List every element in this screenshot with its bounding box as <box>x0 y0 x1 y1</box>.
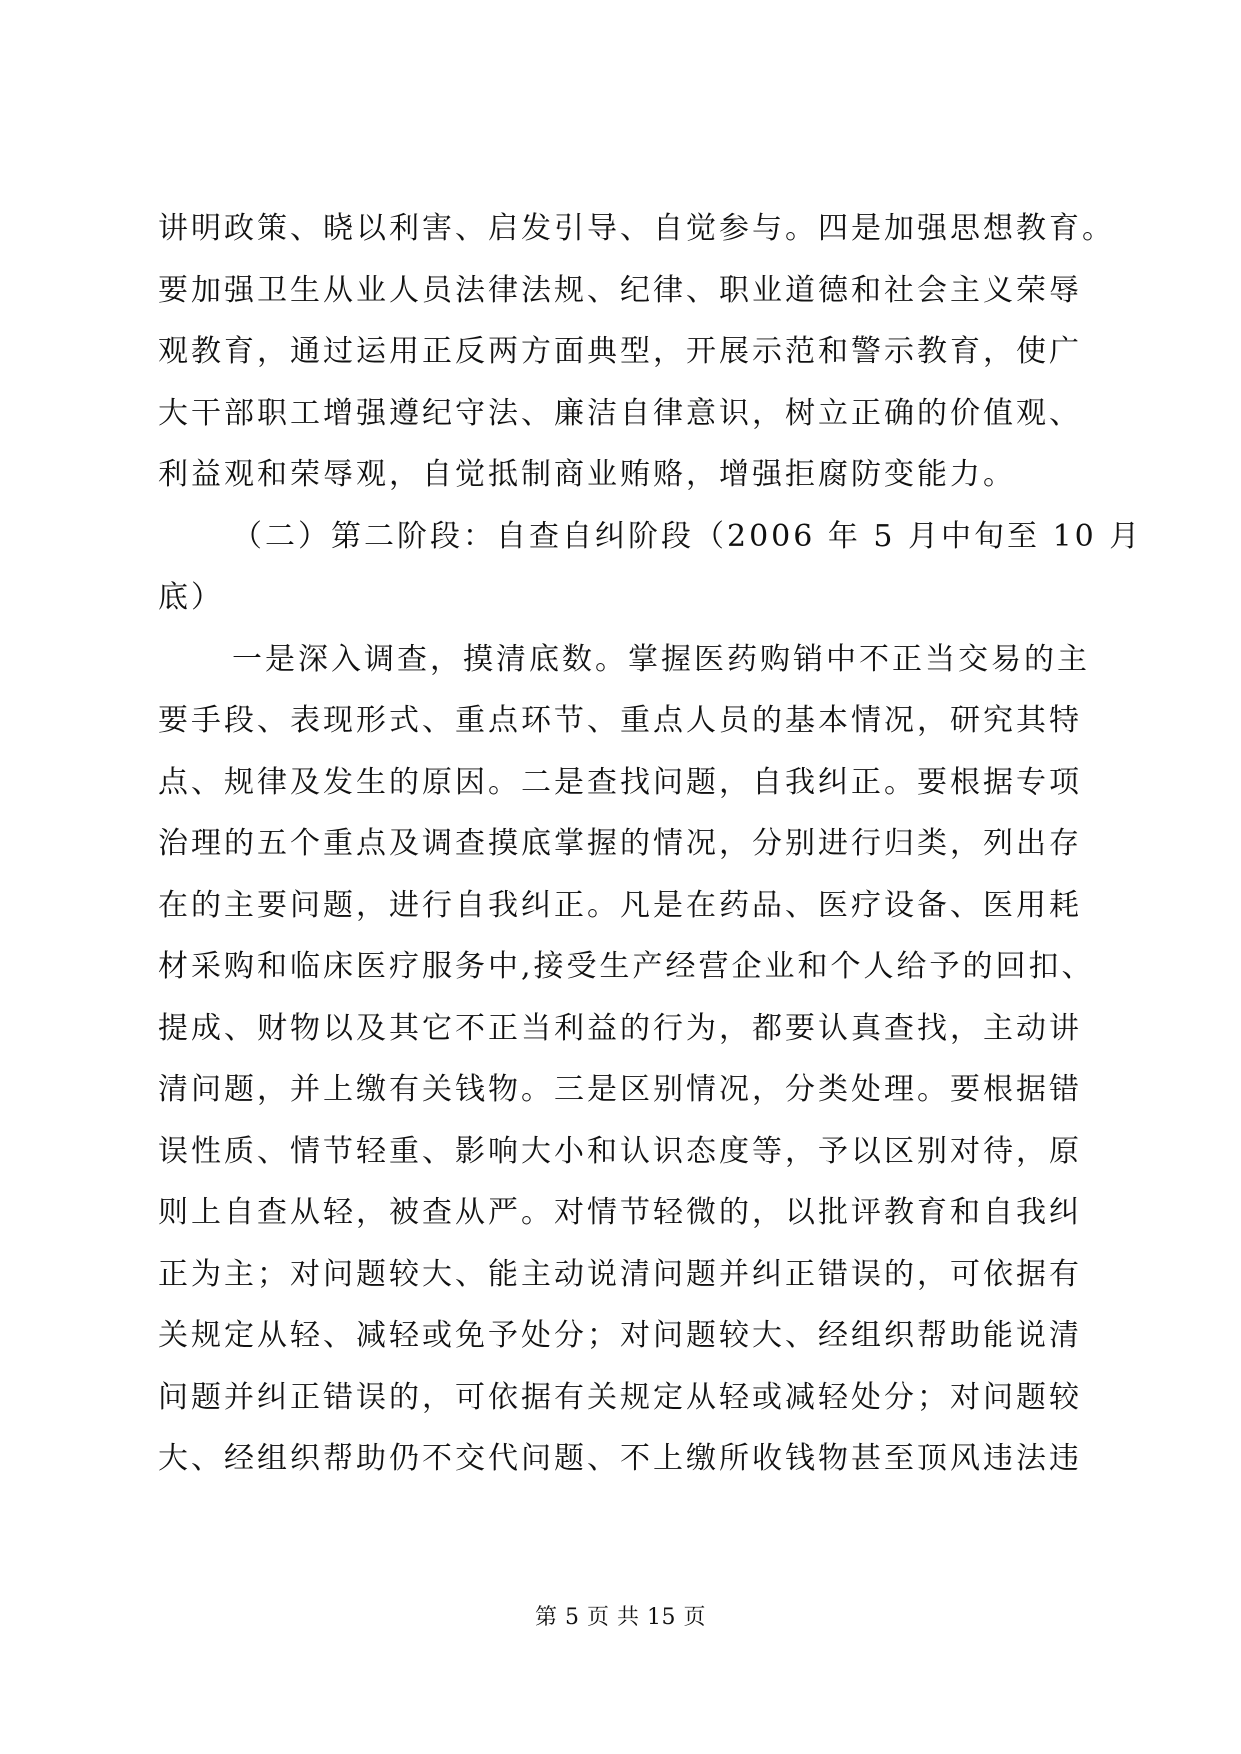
text-line: 清问题，并上缴有关钱物。三是区别情况，分类处理。要根据错 <box>158 1072 1082 1107</box>
section-heading: （二）第二阶段：自查自纠阶段（2006 年 5 月中旬至 10 月 <box>232 518 1143 554</box>
text-line: 利益观和荣辱观，自觉抵制商业贿赂，增强拒腐防变能力。 <box>158 457 1016 492</box>
text-line: 要手段、表现形式、重点环节、重点人员的基本情况，研究其特 <box>158 703 1082 738</box>
text-line: 大、经组织帮助仍不交代问题、不上缴所收钱物甚至顶风违法违 <box>158 1441 1082 1476</box>
document-body <box>158 198 1143 1490</box>
text-line: 治理的五个重点及调查摸底掌握的情况，分别进行归类，列出存 <box>158 826 1082 861</box>
section-heading-continued: 底） <box>158 580 224 615</box>
text-line: 则上自查从轻，被查从严。对情节轻微的，以批评教育和自我纠 <box>158 1195 1082 1230</box>
text-line: 要加强卫生从业人员法律法规、纪律、职业道德和社会主义荣辱 <box>158 272 1082 308</box>
text-line: 在的主要问题，进行自我纠正。凡是在药品、医疗设备、医用耗 <box>158 887 1082 923</box>
text-line: 提成、财物以及其它不正当利益的行为，都要认真查找，主动讲 <box>158 1010 1082 1046</box>
text-line: 问题并纠正错误的，可依据有关规定从轻或减轻处分；对问题较 <box>158 1379 1082 1415</box>
paragraph-start: 一是深入调查，摸清底数。掌握医药购销中不正当交易的主 <box>232 641 1090 677</box>
text-line: 正为主；对问题较大、能主动说清问题并纠正错误的，可依据有 <box>158 1256 1082 1292</box>
text-line: 关规定从轻、减轻或免予处分；对问题较大、经组织帮助能说清 <box>158 1318 1082 1353</box>
text-line: 讲明政策、晓以利害、启发引导、自觉参与。四是加强思想教育。 <box>158 211 1115 246</box>
text-line: 观教育，通过运用正反两方面典型，开展示范和警示教育，使广 <box>158 334 1082 369</box>
text-line: 误性质、情节轻重、影响大小和认识态度等，予以区别对待，原 <box>158 1133 1082 1169</box>
text-line: 材采购和临床医疗服务中,接受生产经营企业和个人给予的回扣、 <box>158 949 1095 984</box>
text-line: 点、规律及发生的原因。二是查找问题，自我纠正。要根据专项 <box>158 764 1082 800</box>
text-line: 大干部职工增强遵纪守法、廉洁自律意识，树立正确的价值观、 <box>158 395 1082 431</box>
page-number-footer: 第 5 页 共 15 页 <box>535 1605 706 1630</box>
